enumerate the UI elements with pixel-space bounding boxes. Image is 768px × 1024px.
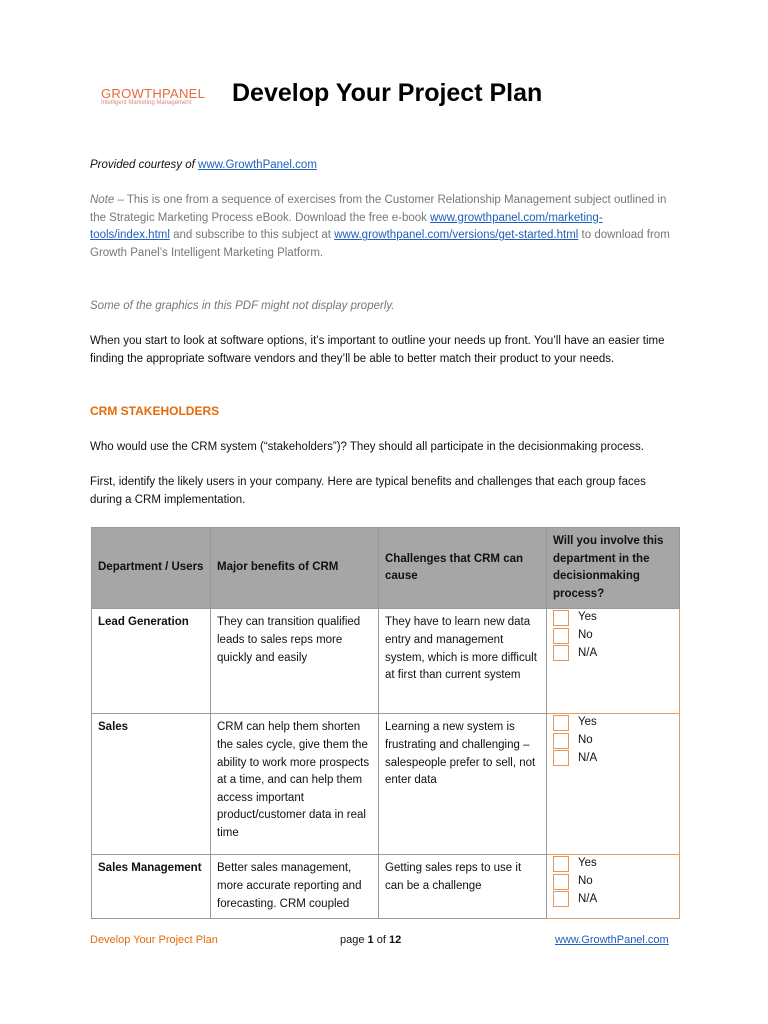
option-no[interactable] — [553, 732, 673, 750]
header-involve: Will you involve this department in the decisionmaking process? — [547, 528, 680, 609]
option-na[interactable] — [553, 645, 673, 663]
option-label: N/A — [578, 892, 598, 905]
table-row — [92, 714, 680, 855]
checkbox[interactable] — [553, 628, 569, 644]
note-text: to download from Growth Panel’s Intelligent Marketing Platform. — [90, 229, 670, 260]
courtesy-line — [90, 157, 680, 175]
courtesy-text: Provided courtesy of — [90, 159, 199, 171]
checkbox[interactable] — [553, 733, 569, 749]
checkbox[interactable] — [553, 891, 569, 907]
note-label: Note — [90, 194, 115, 206]
benefits-cell: They can transition qualified leads to sales reps more quickly and easily — [211, 609, 379, 714]
option-label: No — [578, 733, 593, 746]
header-department: Department / Users — [92, 528, 211, 609]
involve-cell — [547, 855, 680, 919]
table-row — [92, 609, 680, 714]
option-yes[interactable] — [553, 714, 673, 732]
option-na[interactable] — [553, 750, 673, 768]
paragraph-stakeholders: Who would use the CRM system (“stakeholders”)? They should all participate in the decisionmaking process. — [90, 441, 644, 453]
section-heading: CRM STAKEHOLDERS — [90, 404, 220, 418]
footer-page-number — [340, 934, 401, 946]
involve-cell — [547, 609, 680, 714]
option-no[interactable] — [553, 873, 673, 891]
current-page: 1 — [367, 934, 374, 946]
challenges-cell: Learning a new system is frustrating and challenging – salespeople prefer to sell, not enter data — [379, 714, 547, 855]
growthpanel-link[interactable]: www.GrowthPanel.com — [198, 159, 317, 171]
graphics-note: Some of the graphics in this PDF might not display properly. — [90, 300, 395, 312]
option-label: No — [578, 874, 593, 887]
benefits-cell: CRM can help them shorten the sales cycle, give them the ability to work more prospects at a time, and can help them access important product/customer data in real time — [211, 714, 379, 855]
footer-link[interactable]: www.GrowthPanel.com — [555, 934, 669, 946]
option-yes[interactable] — [553, 855, 673, 873]
option-label: N/A — [578, 646, 598, 659]
checkbox[interactable] — [553, 874, 569, 890]
get-started-link[interactable]: www.growthpanel.com/versions/get-started.html — [334, 229, 579, 242]
checkbox[interactable] — [553, 856, 569, 872]
logo-tagline: Intelligent Marketing Management — [101, 100, 192, 106]
involve-cell — [547, 714, 680, 855]
checkbox[interactable] — [553, 715, 569, 731]
checkbox[interactable] — [553, 750, 569, 766]
option-yes[interactable] — [553, 609, 673, 627]
benefits-cell: Better sales management, more accurate reporting and forecasting. CRM coupled — [211, 855, 379, 919]
intro-paragraph: When you start to look at software options, it’s important to outline your needs up front. You’ll have an easier time finding the appropriate software vendors and they’ll be able to better match their product to your needs. — [90, 335, 665, 365]
paragraph-identify-users: First, identify the likely users in your company. Here are typical benefits and challenges that each group faces during a CRM implementation. — [90, 476, 646, 506]
page-of: of — [373, 934, 389, 946]
option-label: Yes — [578, 716, 597, 729]
checkbox[interactable] — [553, 610, 569, 626]
department-cell: Lead Generation — [92, 609, 211, 714]
option-label: No — [578, 628, 593, 641]
checkbox[interactable] — [553, 645, 569, 661]
note-text: – This is one from a sequence of exercises from the Customer Relationship Management subject outlined in the Strategic Marketing Process eBook. Download the free e-book — [90, 194, 667, 224]
department-cell: Sales — [92, 714, 211, 855]
page-label: page — [340, 934, 368, 946]
note-paragraph — [90, 192, 680, 263]
note-text: and subscribe to this subject at — [169, 229, 335, 242]
page-title: Develop Your Project Plan — [232, 79, 543, 107]
challenges-cell: Getting sales reps to use it can be a challenge — [379, 855, 547, 919]
challenges-cell: They have to learn new data entry and management system, which is more difficult at first than current system — [379, 609, 547, 714]
growthpanel-logo — [101, 86, 205, 106]
header-challenges: Challenges that CRM can cause — [379, 528, 547, 609]
footer-title: Develop Your Project Plan — [90, 934, 218, 946]
marketing-tools-link[interactable]: www.growthpanel.com/marketing-tools/index.html — [90, 211, 603, 242]
table-row — [92, 855, 680, 919]
option-label: N/A — [578, 751, 598, 764]
total-pages: 12 — [388, 934, 402, 946]
option-no[interactable] — [553, 627, 673, 645]
logo-name: GROWTHPANEL — [101, 86, 206, 101]
header-benefits: Major benefits of CRM — [211, 528, 379, 609]
table-header-row — [92, 528, 680, 609]
option-na[interactable] — [553, 891, 673, 909]
option-label: Yes — [578, 857, 597, 870]
option-label: Yes — [578, 611, 597, 624]
stakeholders-table — [91, 527, 680, 919]
department-cell: Sales Management — [92, 855, 211, 919]
